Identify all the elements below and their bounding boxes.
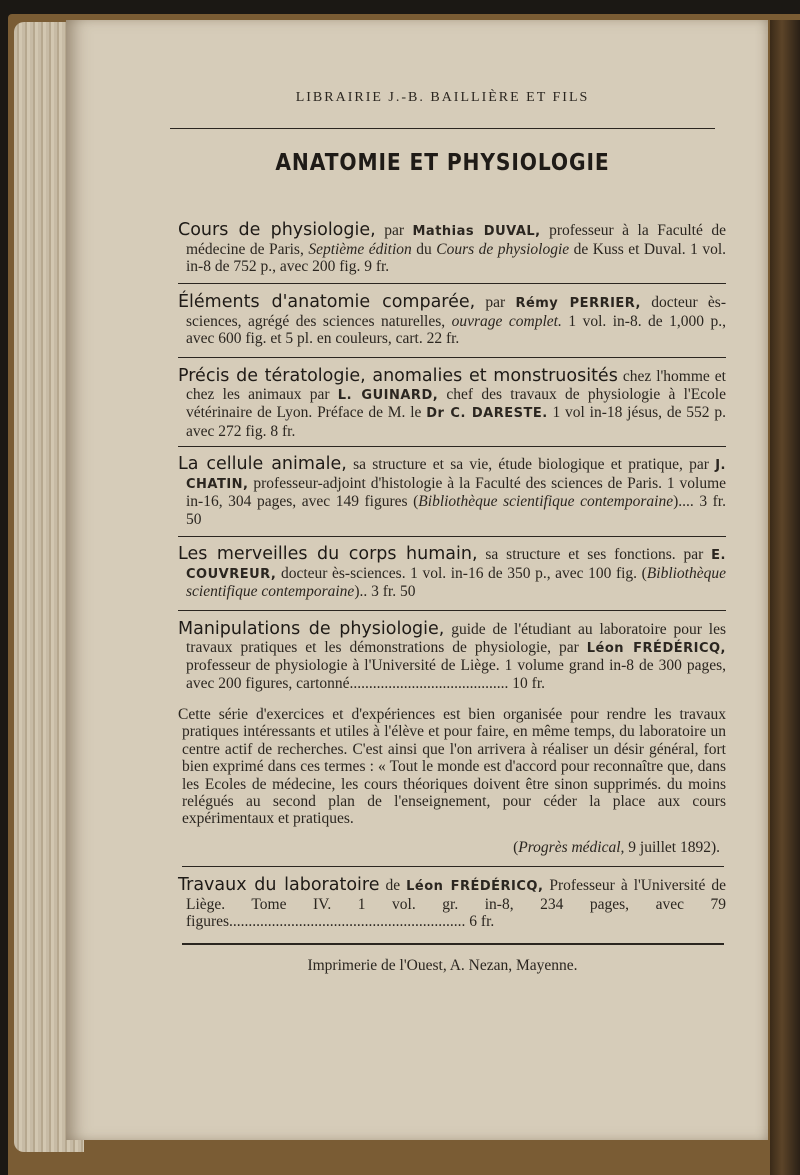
entry-rule: [178, 446, 726, 447]
catalog-entry: [178, 294, 726, 348]
catalog-entry: [178, 456, 726, 528]
footer-rule: [182, 943, 724, 945]
entry-author: L. GUINARD,: [337, 387, 439, 403]
entry-text: docteur ès-sciences. 1 vol. in-16 de 350 p., avec 100 fig. (: [276, 564, 647, 582]
entry-rule: [178, 610, 726, 611]
entry-author: Rémy PERRIER,: [515, 296, 641, 311]
entry-text: guide de l'étudiant au laboratoire pour les travaux pratiques et les démonstrations de physiologie, par: [186, 621, 727, 656]
page-title: ANATOMIE ET PHYSIOLOGIE: [275, 150, 610, 176]
catalog-entry: [178, 621, 726, 692]
entry-text: chez l'homme et chez les animaux par: [186, 368, 726, 403]
entry-rule: [178, 357, 726, 358]
review-quote: Cette série d'exercices et d'expériences est bien organisée pour rendre les travaux pratiques intéressants et utiles à l'élève et pour faire, en même temps, du laboratoire un centre actif de recherches. C'est ainsi que l'on arrivera à réaliser un désir général, fort bien exprimé dans ces termes : « Tout le monde est d'accord pour reconnaître que, dans les Ecoles de médecine, les cours théoriques doivent être sinon supprimés. du moins relégués au second plan de l'enseignement, pour céder la place aux cours expérimentaux et pratiques.: [178, 706, 726, 828]
catalog-entry: [178, 877, 726, 931]
running-head: LIBRAIRIE J.-B. BAILLIÈRE ET FILS: [295, 90, 590, 105]
entry-text: sa structure et sa vie, étude biologique et pratique, par: [346, 456, 716, 473]
entry-author: Mathias DUVAL,: [412, 224, 541, 239]
entry-title: Manipulations de physiologie,: [178, 619, 445, 639]
entry-italic: Bibliothèque scientifique contemporaine: [418, 493, 674, 511]
entry-text: par: [475, 294, 516, 311]
quote-citation: (Progrès médical, 9 juillet 1892).: [513, 839, 720, 856]
entry-author: Dr C. DARESTE.: [426, 406, 548, 422]
entry-title: Travaux du laboratoire: [178, 875, 380, 895]
entry-text: professeur de physiologie à l'Université de Liège. 1 volume grand in-8 de 300 pages, avec 200 figures, cartonné......................................... 10 fr.: [186, 657, 726, 692]
entry-text: professeur-adjoint d'histologie à la Faculté des sciences de Paris. 1 volume in-16, 304 pages, avec 149 figures (: [186, 474, 726, 511]
citation-date: 9 juillet 1892).: [624, 839, 720, 856]
book-spine: [770, 20, 800, 1175]
printer-imprint: Imprimerie de l'Ouest, A. Nezan, Mayenne.: [307, 957, 578, 974]
entry-text: Professeur à l'Université de Liège. Tome IV. 1 vol. gr. in-8, 234 pages, avec 79 figures............................................................. 6 fr.: [186, 877, 727, 931]
entry-author: Léon FRÉDÉRICQ,: [406, 879, 544, 894]
entry-rule: [182, 866, 724, 867]
entry-title: Cours de physiologie,: [178, 220, 376, 240]
entry-text: ).. 3 fr. 50: [354, 583, 416, 601]
entry-title: Éléments d'anatomie comparée,: [178, 292, 476, 312]
entry-text: de: [379, 877, 407, 894]
entry-text: sa structure et ses fonctions. par: [477, 546, 712, 563]
entry-text: du: [411, 240, 437, 258]
entry-author: J. CHATIN,: [186, 458, 726, 492]
catalog-entry: [178, 368, 726, 440]
entry-italic: Septième édition: [308, 240, 412, 258]
entry-text: chef des travaux de physiologie à l'Ecole vétérinaire de Lyon. Préface de M. le: [186, 385, 726, 422]
entry-rule: [178, 283, 726, 284]
entry-italic: ouvrage complet.: [451, 312, 562, 330]
entry-text: ).... 3 fr. 50: [186, 493, 726, 528]
entry-author: E. COUVREUR,: [186, 548, 726, 582]
entry-text: 1 vol. in-8. de 1,000 p., avec 600 fig. et 5 pl. en couleurs, cart. 22 fr.: [186, 312, 727, 348]
entry-title: Les merveilles du corps humain,: [178, 544, 478, 564]
catalog-entry: [178, 222, 726, 276]
citation-source: Progrès médical,: [518, 839, 625, 856]
entry-rule: [178, 536, 726, 537]
entry-author: Léon FRÉDÉRICQ,: [586, 640, 726, 656]
entry-title: Précis de tératologie, anomalies et monstruosités: [178, 366, 618, 386]
header-rule: [170, 128, 715, 129]
entry-text: de Kuss et Duval. 1 vol. in-8 de 752 p., avec 200 fig. 9 fr.: [186, 240, 727, 276]
entry-text: docteur ès-sciences, agrégé des sciences naturelles,: [186, 294, 726, 330]
entry-text: professeur à la Faculté de médecine de Paris,: [186, 222, 726, 258]
entry-text: 1 vol in-18 jésus, de 552 p. avec 272 fig. 8 fr.: [186, 404, 726, 440]
entry-italic: Cours de physiologie: [436, 240, 570, 258]
entry-italic: Bibliothèque scientifique contemporaine: [186, 564, 726, 601]
entry-text: par: [375, 222, 413, 239]
catalog-entry: [178, 546, 726, 601]
entry-title: La cellule animale,: [178, 454, 347, 474]
